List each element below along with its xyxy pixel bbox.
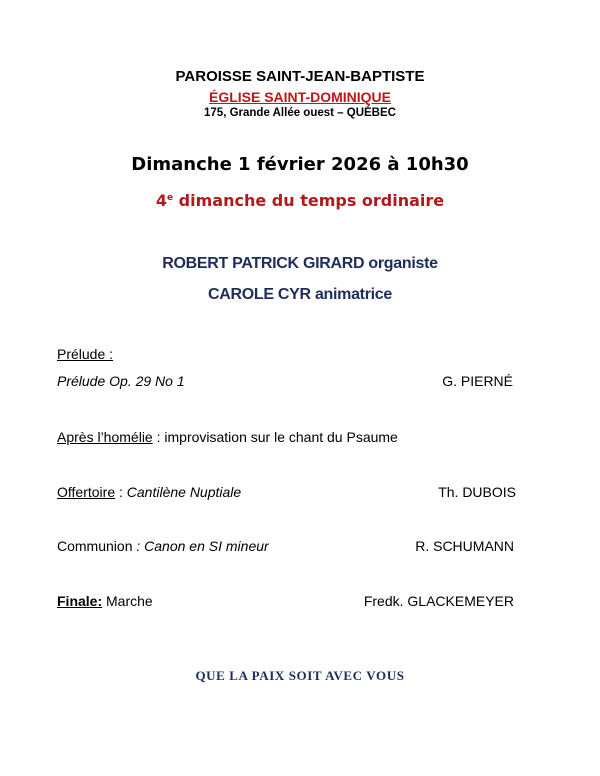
communion-composer: R. SCHUMANN xyxy=(415,538,514,554)
homelie-text: : improvisation sur le chant du Psaume xyxy=(152,429,398,445)
communion-separator: : xyxy=(132,538,145,554)
organist-line: ROBERT PATRICK GIRARD organiste xyxy=(162,255,438,272)
communion-title: Canon en SI mineur xyxy=(144,538,269,554)
service-date: Dimanche 1 février 2026 à 10h30 xyxy=(131,154,469,175)
church-name: ÉGLISE SAINT-DOMINIQUE xyxy=(208,89,391,105)
parish-name: PAROISSE SAINT-JEAN-BAPTISTE xyxy=(175,68,425,85)
offertoire-row xyxy=(57,484,241,500)
closing-blessing: QUE LA PAIX SOIT AVEC VOUS xyxy=(195,668,405,683)
homelie-row xyxy=(57,429,398,445)
prelude-label: Prélude : xyxy=(57,346,114,362)
offertoire-composer: Th. DUBOIS xyxy=(438,484,516,500)
sunday-number: 4 xyxy=(155,191,167,210)
communion-label: Communion xyxy=(57,538,133,554)
liturgical-sunday xyxy=(0,191,600,210)
offertoire-title: Cantilène Nuptiale xyxy=(126,484,242,500)
finale-row xyxy=(57,593,153,609)
finale-label: Finale: xyxy=(57,593,103,609)
finale-title: Marche xyxy=(102,593,153,609)
offertoire-label: Offertoire xyxy=(57,484,116,500)
prelude-title: Prélude Op. 29 No 1 xyxy=(57,373,185,389)
sunday-ordinal-suffix: e xyxy=(167,193,174,203)
animatrice-line: CAROLE CYR animatrice xyxy=(208,286,392,303)
homelie-label: Après l’homélie xyxy=(57,429,153,445)
finale-composer: Fredk. GLACKEMEYER xyxy=(363,593,514,609)
church-address: 175, Grande Allée ouest – QUÉBEC xyxy=(204,107,396,119)
communion-row xyxy=(57,538,269,554)
sunday-description: dimanche du temps ordinaire xyxy=(173,191,445,210)
prelude-composer: G. PIERNÉ xyxy=(442,373,513,389)
offertoire-separator: : xyxy=(115,484,127,500)
